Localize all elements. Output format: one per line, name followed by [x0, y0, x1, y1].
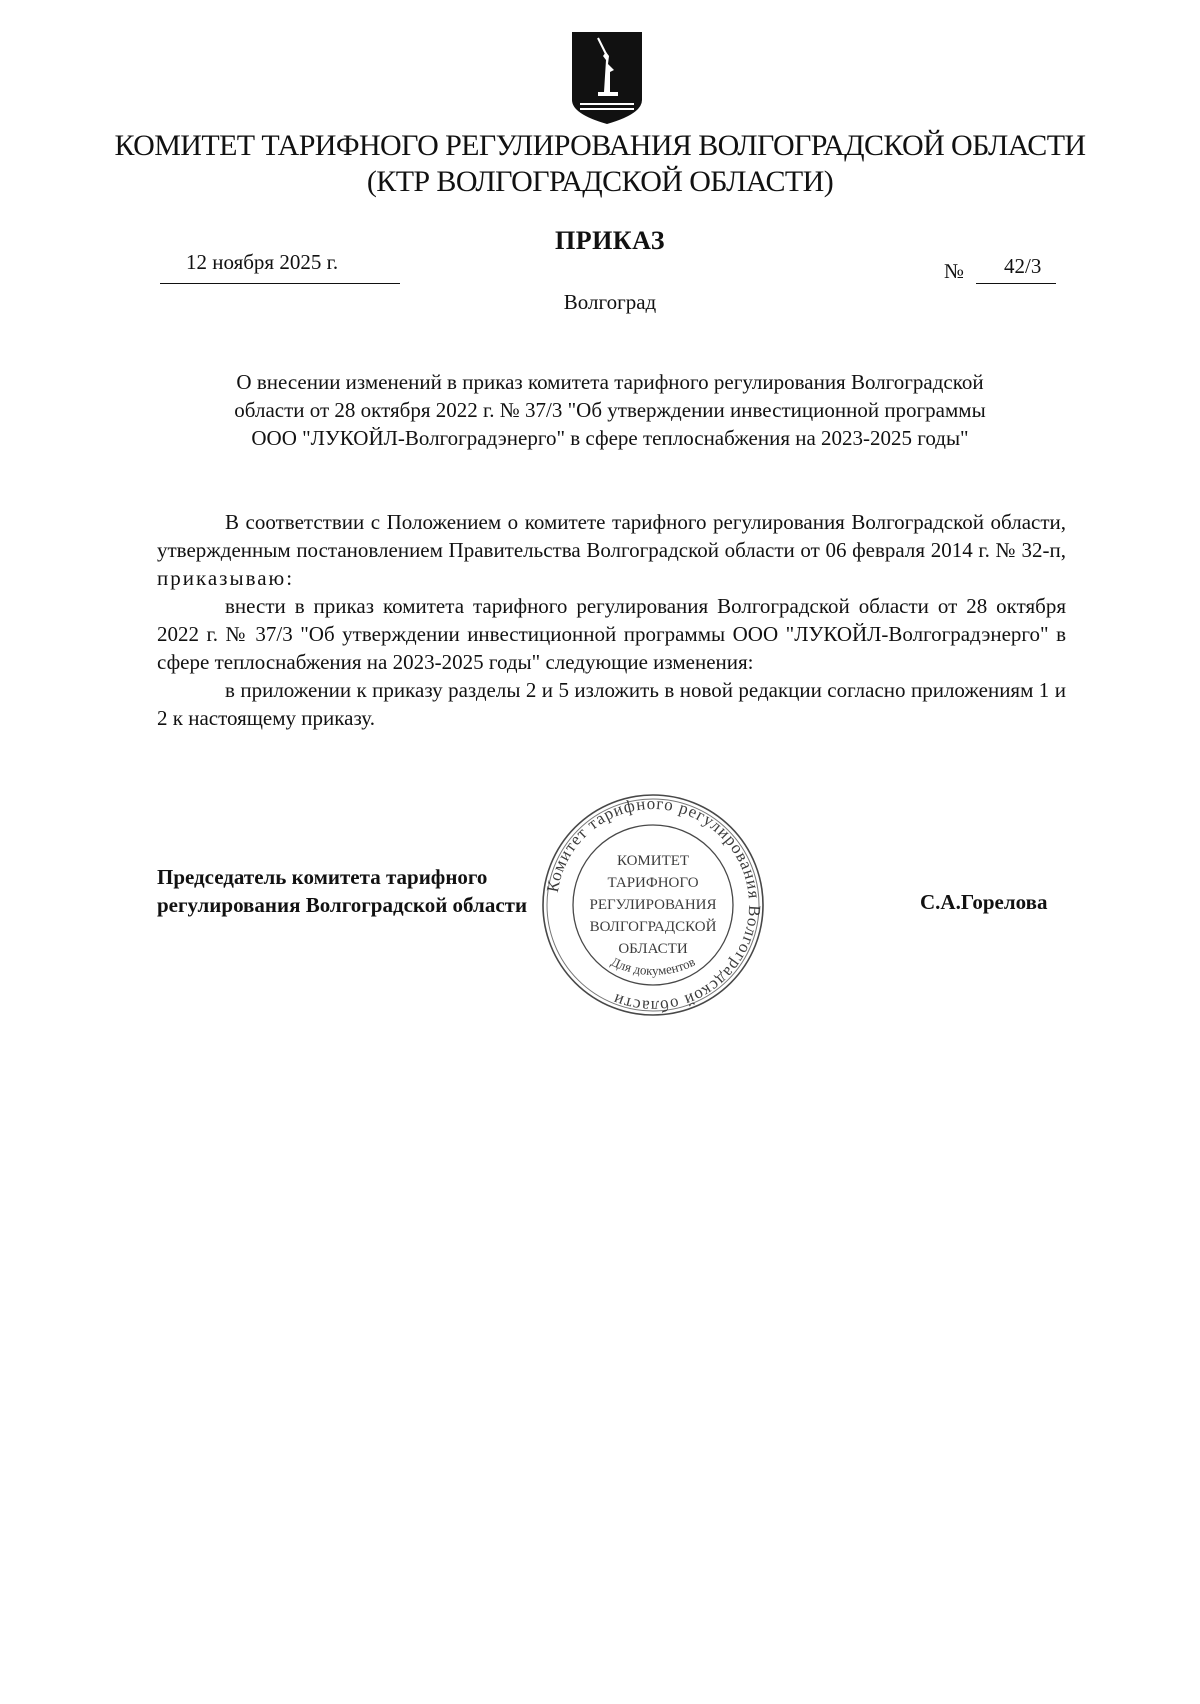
- subject-line: ООО "ЛУКОЙЛ-Волгоградэнерго" в сфере теплоснабжения на 2023-2025 годы": [251, 426, 969, 450]
- preamble-paragraph: [157, 508, 1066, 592]
- seal-bottom-text: Для документов: [608, 953, 698, 979]
- seal-outer-text: Комитет тарифного регулирования Волгоградской области: [542, 793, 765, 1017]
- subject-line: области от 28 октября 2022 г. № 37/3 "Об утверждении инвестиционной программы: [234, 398, 986, 422]
- order-body: [157, 508, 1066, 732]
- order-subject: [150, 368, 1070, 452]
- svg-text:Для документов: [609, 954, 698, 978]
- order-verb: приказываю: [157, 566, 287, 590]
- official-seal: [538, 790, 768, 1020]
- date-underline: [160, 283, 400, 284]
- seal-center-line: ТАРИФНОГО: [607, 875, 699, 891]
- organization-name: КОМИТЕТ ТАРИФНОГО РЕГУЛИРОВАНИЯ ВОЛГОГРАДСКОЙ ОБЛАСТИ: [114, 129, 1086, 162]
- order-number: 42/3: [1004, 254, 1042, 278]
- subject-line: О внесении изменений в приказ комитета тарифного регулирования Волгоградской: [236, 370, 984, 394]
- seal-center-line: КОМИТЕТ: [616, 853, 690, 869]
- document-title: ПРИКАЗ: [554, 226, 666, 255]
- signer-position-line: регулирования Волгоградской области: [157, 893, 528, 917]
- signer-position: [157, 863, 527, 919]
- preamble-text: В соответствии с Положением о комитете тарифного регулирования Волгоградской области, утвержденным постановлением Правительства Волгоградской области от 06 февраля 2014 г. № 32-п,: [157, 510, 1066, 562]
- order-date: 12 ноября 2025 г.: [186, 250, 339, 274]
- organization-abbreviation: (КТР ВОЛГОГРАДСКОЙ ОБЛАСТИ): [366, 165, 834, 198]
- volgograd-coat-of-arms-icon: [570, 30, 644, 126]
- preamble-colon: :: [286, 566, 293, 590]
- order-number-sign: №: [944, 259, 965, 283]
- signer-position-line: Председатель комитета тарифного: [157, 865, 488, 889]
- directive-paragraph: внести в приказ комитета тарифного регулирования Волгоградской области от 28 октября 2022 г. № 37/3 "Об утверждении инвестиционной программы ООО "ЛУКОЙЛ-Волгоградэнерго" в сфере теплоснабжения на 2023-2025 годы" следующие изменения:: [157, 594, 1066, 674]
- signer-name: С.А.Горелова: [920, 890, 1048, 914]
- seal-center-line: ВОЛГОГРАДСКОЙ: [589, 919, 717, 935]
- changes-paragraph: в приложении к приказу разделы 2 и 5 изложить в новой редакции согласно приложениям 1 и 2 к настоящему приказу.: [157, 678, 1066, 730]
- seal-center-line: РЕГУЛИРОВАНИЯ: [589, 897, 717, 913]
- seal-center-line: ОБЛАСТИ: [618, 941, 688, 957]
- number-underline: [976, 283, 1056, 284]
- order-city: Волгоград: [563, 290, 657, 314]
